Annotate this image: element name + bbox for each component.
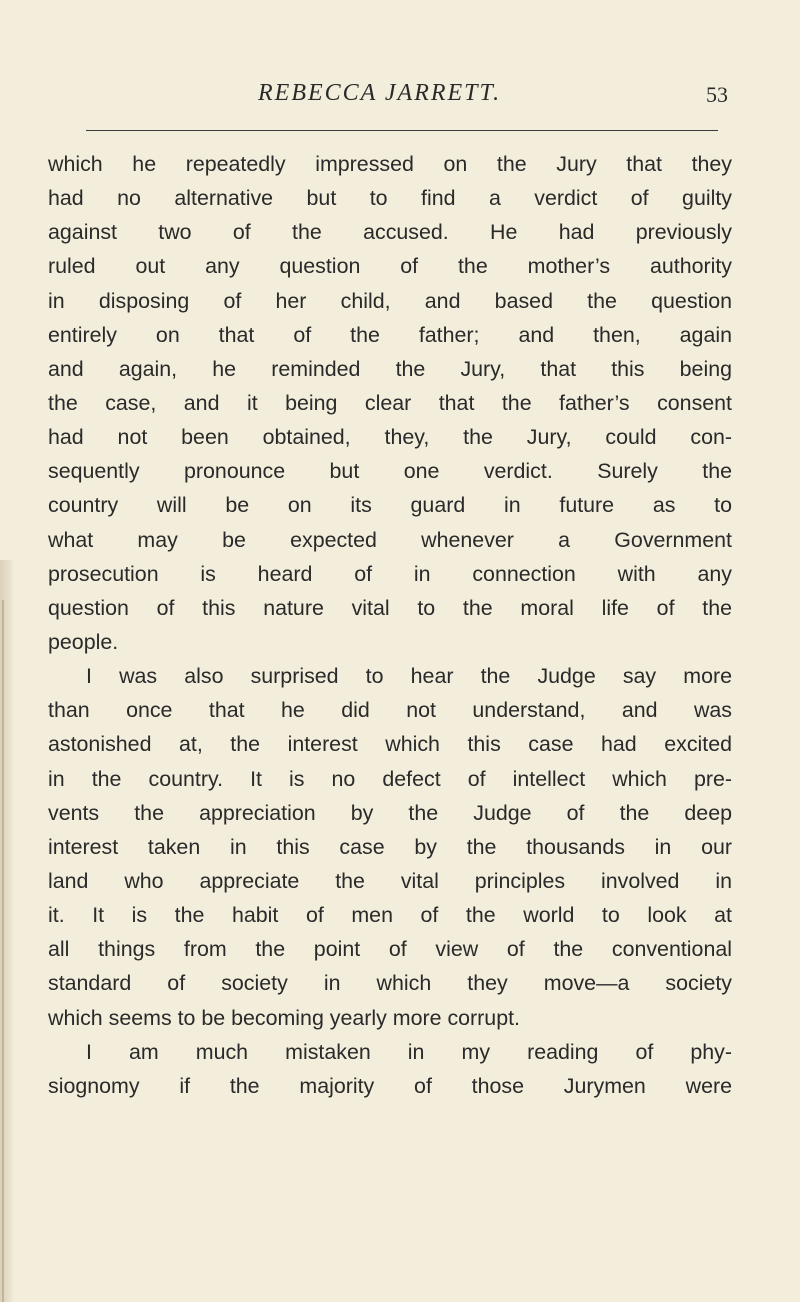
running-head [100,76,728,116]
header-rule [86,130,718,131]
text-line: siognomy if the majority of those Jurymen were [48,1073,732,1098]
text-line: astonished at, the interest which this case had excited [48,732,732,757]
text-line: sequently pronounce but one verdict. Surely the [48,459,732,484]
body-text [48,147,732,1103]
running-title: REBECCA JARRETT. [258,80,502,106]
text-line: ruled out any question of the mother’s authority [48,254,732,279]
text-line: I am much mistaken in my reading of phy- [86,1039,732,1064]
text-line: all things from the point of view of the conventional [48,937,732,962]
text-line: in the country. It is no defect of intellect which pre- [48,766,732,791]
text-line: interest taken in this case by the thousands in our [48,834,732,859]
text-line: against two of the accused. He had previously [48,220,732,245]
text-line: prosecution is heard of in connection with any [48,561,732,586]
text-line: entirely on that of the father; and then, again [48,322,732,347]
text-line: which seems to be becoming yearly more corrupt. [48,1005,520,1030]
page-edge-line [2,600,4,1302]
text-line: I was also surprised to hear the Judge say more [86,664,732,689]
text-line: than once that he did not understand, and was [48,698,732,723]
text-line: country will be on its guard in future as to [48,493,732,518]
text-line: which he repeatedly impressed on the Jury that they [48,152,732,176]
text-line: had not been obtained, they, the Jury, could con- [48,425,732,450]
text-line: people. [48,629,119,654]
text-line: had no alternative but to find a verdict of guilty [48,186,732,211]
text-line: land who appreciate the vital principles involved in [48,868,732,893]
text-line: in disposing of her child, and based the question [48,288,732,313]
text-line: vents the appreciation by the Judge of the deep [48,800,732,825]
text-line: standard of society in which they move—a society [48,971,732,996]
text-line: it. It is the habit of men of the world to look at [48,903,732,928]
text-line: what may be expected whenever a Government [48,527,732,552]
text-line: the case, and it being clear that the father’s consent [48,390,732,415]
text-line: question of this nature vital to the moral life of the [48,595,732,620]
page-number: 53 [706,82,728,107]
text-line: and again, he reminded the Jury, that this being [48,356,732,381]
